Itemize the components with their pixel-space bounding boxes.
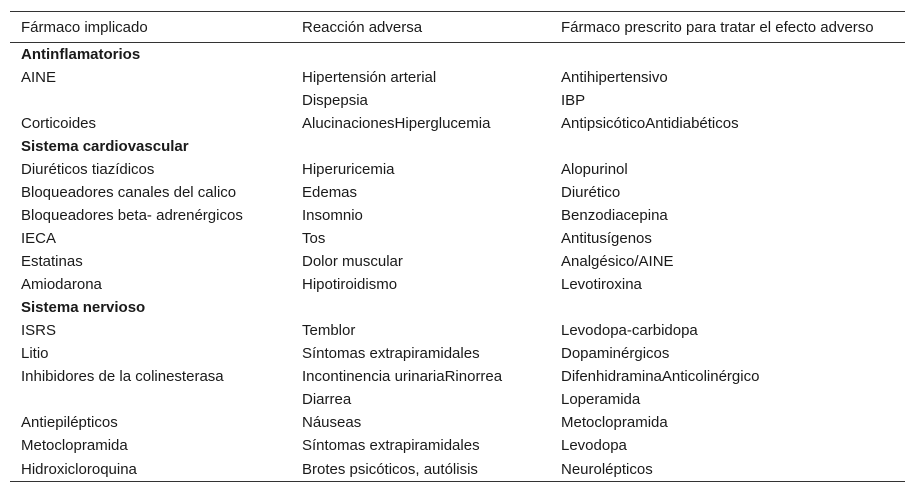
table-row [10, 388, 905, 411]
table-row [10, 319, 905, 342]
drug-cell: Diuréticos tiazídicos [21, 161, 155, 178]
table-row [10, 273, 905, 296]
section-label: Sistema cardiovascular [21, 138, 189, 155]
table-row [10, 365, 905, 388]
drug-cell: Antiepilépticos [21, 414, 118, 431]
reaction-cell: Insomnio [302, 207, 363, 224]
treatment-cell: Metoclopramida [561, 414, 668, 431]
section-row [10, 296, 905, 319]
section-label: Antinflamatorios [21, 46, 141, 63]
table-row [10, 66, 905, 89]
section-label: Sistema nervioso [21, 299, 146, 316]
header-drug-implicated: Fármaco implicado [21, 18, 148, 36]
table-header [10, 12, 905, 43]
treatment-cell: Diurético [561, 184, 621, 201]
drug-cell: Metoclopramida [21, 437, 128, 454]
treatment-cell: AntipsicóticoAntidiabéticos [561, 115, 739, 132]
table-body [10, 43, 905, 482]
drug-cell [10, 89, 291, 112]
treatment-cell: Loperamida [561, 391, 641, 408]
drug-cell: Corticoides [21, 115, 97, 132]
header-prescribed-drug: Fármaco prescrito para tratar el efecto adverso [561, 18, 874, 36]
reaction-cell: Síntomas extrapiramidales [302, 437, 480, 454]
table-row [10, 89, 905, 112]
table-row [10, 250, 905, 273]
drug-cell: Bloqueadores beta- adrenérgicos [21, 207, 243, 224]
reaction-cell: Edemas [302, 184, 358, 201]
adverse-reactions-table [10, 11, 905, 482]
drug-cell [10, 388, 291, 411]
reaction-cell: AlucinacionesHiperglucemia [302, 115, 491, 132]
treatment-cell: Levodopa [561, 437, 627, 454]
treatment-cell: Levotiroxina [561, 276, 642, 293]
treatment-cell: Analgésico/AINE [561, 253, 674, 270]
drug-cell: AINE [21, 69, 57, 86]
header-row [10, 12, 905, 43]
drug-cell: Estatinas [21, 253, 83, 270]
table-row [10, 434, 905, 457]
table-cell [550, 43, 905, 67]
adverse-reactions-table-container [10, 11, 905, 482]
drug-cell: Litio [21, 345, 49, 362]
section-row [10, 43, 905, 67]
reaction-cell: Náuseas [302, 414, 362, 431]
treatment-cell: Dopaminérgicos [561, 345, 670, 362]
reaction-cell: Incontinencia urinariaRinorrea [302, 368, 503, 385]
reaction-cell: Dispepsia [302, 92, 368, 109]
reaction-cell: Brotes psicóticos, autólisis [302, 460, 478, 478]
drug-cell: Inhibidores de la colinesterasa [21, 368, 224, 385]
table-cell [291, 135, 550, 158]
table-row [10, 158, 905, 181]
table-row [10, 112, 905, 135]
table-row [10, 342, 905, 365]
treatment-cell: Antihipertensivo [561, 69, 668, 86]
table-row [10, 457, 905, 482]
reaction-cell: Diarrea [302, 391, 352, 408]
treatment-cell: Benzodiacepina [561, 207, 668, 224]
treatment-cell: DifenhidraminaAnticolinérgico [561, 368, 760, 385]
treatment-cell: Neurolépticos [561, 460, 653, 478]
reaction-cell: Hipotiroidismo [302, 276, 398, 293]
reaction-cell: Síntomas extrapiramidales [302, 345, 480, 362]
table-cell [550, 135, 905, 158]
table-row [10, 181, 905, 204]
treatment-cell: IBP [561, 92, 586, 109]
drug-cell: Hidroxicloroquina [21, 460, 137, 478]
drug-cell: ISRS [21, 322, 57, 339]
reaction-cell: Dolor muscular [302, 253, 403, 270]
table-row [10, 204, 905, 227]
reaction-cell: Hiperuricemia [302, 161, 395, 178]
header-adverse-reaction: Reacción adversa [302, 18, 423, 36]
drug-cell: Amiodarona [21, 276, 102, 293]
drug-cell: IECA [21, 230, 57, 247]
treatment-cell: Antitusígenos [561, 230, 652, 247]
table-cell [550, 296, 905, 319]
treatment-cell: Alopurinol [561, 161, 628, 178]
table-row [10, 227, 905, 250]
reaction-cell: Tos [302, 230, 326, 247]
reaction-cell: Hipertensión arterial [302, 69, 437, 86]
table-cell [291, 296, 550, 319]
section-row [10, 135, 905, 158]
drug-cell: Bloqueadores canales del calico [21, 184, 237, 201]
table-cell [291, 43, 550, 67]
reaction-cell: Temblor [302, 322, 356, 339]
treatment-cell: Levodopa-carbidopa [561, 322, 698, 339]
table-row [10, 411, 905, 434]
